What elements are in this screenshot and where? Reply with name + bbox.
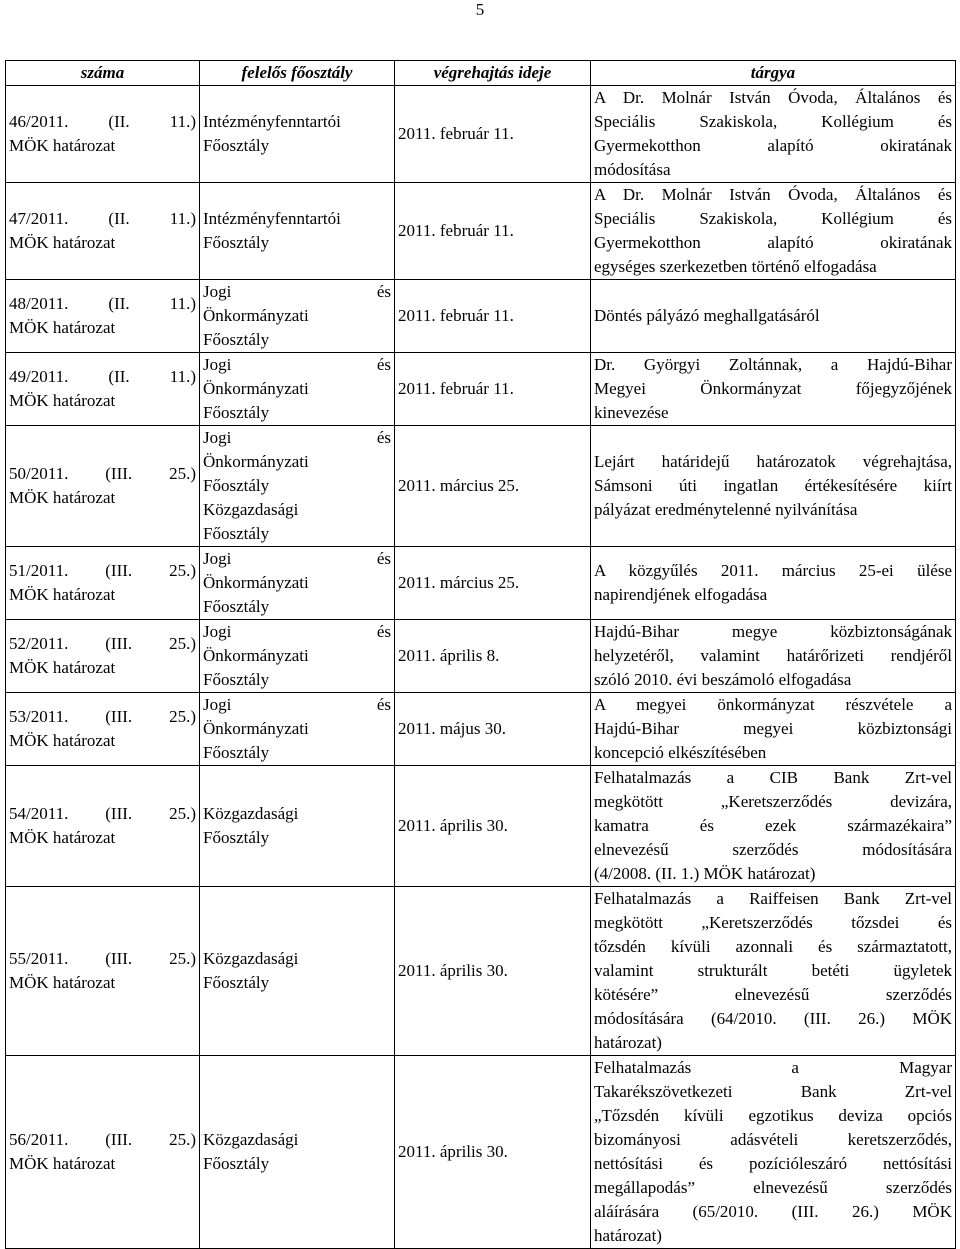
responsible-department-line: Főosztály <box>203 476 270 495</box>
subject <box>591 183 956 280</box>
column-header-subject: tárgya <box>591 61 956 86</box>
resolution-number-line: MÖK határozat <box>9 233 116 252</box>
responsible-department <box>200 353 395 426</box>
resolution-number <box>6 280 200 353</box>
responsible-department <box>200 547 395 620</box>
subject-line: (4/2008. (II. 1.) MÖK határozat) <box>594 864 816 883</box>
deadline-text: 2011. március 25. <box>398 476 520 495</box>
subject-line: módosítása <box>594 160 671 179</box>
responsible-department-line: Jogi és <box>203 355 391 374</box>
resolution-number-line: MÖK határozat <box>9 136 116 155</box>
table-row <box>6 1056 956 1249</box>
subject-line: tőzsdén kívüli azonnali és származtatott, <box>594 937 952 956</box>
subject <box>591 280 956 353</box>
resolution-number-line: MÖK határozat <box>9 585 116 604</box>
resolution-number <box>6 547 200 620</box>
responsible-department-line: Jogi és <box>203 549 391 568</box>
subject-line: elnevezésű szerződés módosítására <box>594 840 952 859</box>
responsible-department-line: Főosztály <box>203 524 270 543</box>
subject-line: Sámsoni úti ingatlan értékesítésére kiírt <box>594 476 952 495</box>
responsible-department-line: Jogi és <box>203 695 391 714</box>
subject-line: koncepció elkészítésében <box>594 743 767 762</box>
subject-line: nettósítási és pozícióleszáró nettósítási <box>594 1154 952 1173</box>
responsible-department-line: Intézményfenntartói <box>203 112 341 131</box>
resolution-number-line: 55/2011. (III. 25.) <box>9 949 196 968</box>
subject-line: Hajdú-Bihar megye közbiztonságának <box>594 622 952 641</box>
subject <box>591 353 956 426</box>
resolution-number <box>6 887 200 1056</box>
deadline-text: 2011. április 8. <box>398 646 500 665</box>
resolution-number <box>6 426 200 547</box>
subject-line: megállapodás” elnevezésű szerződés <box>594 1178 952 1197</box>
deadline <box>395 426 591 547</box>
responsible-department-line: Főosztály <box>203 670 270 689</box>
resolution-number-line: 49/2011. (II. 11.) <box>9 367 196 386</box>
resolution-number <box>6 183 200 280</box>
responsible-department-line: Közgazdasági <box>203 500 299 519</box>
subject <box>591 620 956 693</box>
subject-line: megkötött „Keretszerződés devizára, <box>594 792 952 811</box>
deadline <box>395 86 591 183</box>
subject-line: Hajdú-Bihar megyei közbiztonsági <box>594 719 952 738</box>
subject <box>591 426 956 547</box>
responsible-department-line: Önkormányzati <box>203 379 309 398</box>
subject-line: kötésére” elnevezésű szerződés <box>594 985 952 1004</box>
responsible-department-line: Főosztály <box>203 233 270 252</box>
resolution-number-line: MÖK határozat <box>9 731 116 750</box>
subject-line: napirendjének elfogadása <box>594 585 768 604</box>
subject-line: Megyei Önkormányzat főjegyzőjének <box>594 379 952 398</box>
column-header-deadline: végrehajtás ideje <box>395 61 591 86</box>
responsible-department-line: Közgazdasági <box>203 1130 299 1149</box>
responsible-department-line: Főosztály <box>203 1154 270 1173</box>
subject-line: Takarékszövetkezeti Bank Zrt-vel <box>594 1082 952 1101</box>
subject <box>591 766 956 887</box>
resolution-number-line: MÖK határozat <box>9 828 116 847</box>
resolution-number <box>6 86 200 183</box>
deadline <box>395 353 591 426</box>
subject-line: A közgyűlés 2011. március 25-ei ülése <box>594 561 952 580</box>
subject-line: valamint strukturált betéti ügyletek <box>594 961 952 980</box>
deadline-text: 2011. április 30. <box>398 1142 508 1161</box>
deadline-text: 2011. február 11. <box>398 124 514 143</box>
deadline-text: 2011. március 25. <box>398 573 520 592</box>
responsible-department <box>200 426 395 547</box>
responsible-department <box>200 766 395 887</box>
deadline <box>395 766 591 887</box>
subject-line: Lejárt határidejű határozatok végrehajtása, <box>594 452 952 471</box>
responsible-department-line: Jogi és <box>203 622 391 641</box>
resolution-number <box>6 766 200 887</box>
subject-line: kinevezése <box>594 403 669 422</box>
responsible-department <box>200 1056 395 1249</box>
subject-line: határozat) <box>594 1226 662 1245</box>
subject <box>591 887 956 1056</box>
subject-line: helyzetéről, valamint határőrizeti rendjéről <box>594 646 952 665</box>
table-row <box>6 426 956 547</box>
subject-line: bizományosi adásvételi keretszerződés, <box>594 1130 952 1149</box>
responsible-department-line: Önkormányzati <box>203 573 309 592</box>
responsible-department <box>200 693 395 766</box>
deadline <box>395 693 591 766</box>
subject-line: „Tőzsdén kívüli egzotikus deviza opciós <box>594 1106 952 1125</box>
resolution-number-line: MÖK határozat <box>9 1154 116 1173</box>
resolution-number-line: MÖK határozat <box>9 658 116 677</box>
resolution-number-line: 52/2011. (III. 25.) <box>9 634 196 653</box>
resolution-number <box>6 693 200 766</box>
responsible-department-line: Önkormányzati <box>203 719 309 738</box>
subject-line: Speciális Szakiskola, Kollégium és <box>594 209 952 228</box>
subject-line: egységes szerkezetben történő elfogadása <box>594 257 877 276</box>
table-row <box>6 353 956 426</box>
subject-line: Dr. Györgyi Zoltánnak, a Hajdú-Bihar <box>594 355 952 374</box>
subject-line: Gyermekotthon alapító okiratának <box>594 233 952 252</box>
subject-line: Felhatalmazás a Raiffeisen Bank Zrt-vel <box>594 889 952 908</box>
table-row <box>6 280 956 353</box>
subject-line: Döntés pályázó meghallgatásáról <box>594 306 820 325</box>
responsible-department <box>200 86 395 183</box>
responsible-department-line: Közgazdasági <box>203 804 299 823</box>
column-header-number: száma <box>6 61 200 86</box>
resolution-number-line: 54/2011. (III. 25.) <box>9 804 196 823</box>
subject-line: módosítására (64/2010. (III. 26.) MÖK <box>594 1009 952 1028</box>
responsible-department-line: Főosztály <box>203 828 270 847</box>
resolution-number <box>6 1056 200 1249</box>
subject-line: szóló 2010. évi beszámoló elfogadása <box>594 670 852 689</box>
subject <box>591 1056 956 1249</box>
deadline <box>395 547 591 620</box>
responsible-department <box>200 280 395 353</box>
table-row <box>6 547 956 620</box>
responsible-department-line: Főosztály <box>203 330 270 349</box>
table-row <box>6 766 956 887</box>
responsible-department-line: Főosztály <box>203 973 270 992</box>
table-row <box>6 887 956 1056</box>
subject-line: A Dr. Molnár István Óvoda, Általános és <box>594 185 952 204</box>
subject-line: Felhatalmazás a CIB Bank Zrt-vel <box>594 768 952 787</box>
resolution-number-line: 48/2011. (II. 11.) <box>9 294 196 313</box>
table-header-row <box>6 61 956 86</box>
subject-line: megkötött „Keretszerződés tőzsdei és <box>594 913 952 932</box>
resolution-number-line: 56/2011. (III. 25.) <box>9 1130 196 1149</box>
table-row <box>6 86 956 183</box>
resolution-number-line: MÖK határozat <box>9 391 116 410</box>
column-header-department: felelős főosztály <box>200 61 395 86</box>
resolutions-table <box>5 60 956 1249</box>
subject-line: Felhatalmazás a Magyar <box>594 1058 952 1077</box>
deadline <box>395 887 591 1056</box>
resolution-number <box>6 353 200 426</box>
resolution-number-line: 50/2011. (III. 25.) <box>9 464 196 483</box>
responsible-department-line: Önkormányzati <box>203 452 309 471</box>
deadline-text: 2011. április 30. <box>398 816 508 835</box>
responsible-department-line: Önkormányzati <box>203 646 309 665</box>
subject-line: kamatra és ezek származékaira” <box>594 816 952 835</box>
page-number: 5 <box>475 0 485 19</box>
responsible-department-line: Főosztály <box>203 743 270 762</box>
table-body <box>6 86 956 1249</box>
responsible-department-line: Jogi és <box>203 282 391 301</box>
responsible-department-line: Főosztály <box>203 597 270 616</box>
deadline <box>395 620 591 693</box>
deadline <box>395 280 591 353</box>
table-row <box>6 183 956 280</box>
subject-line: aláírására (65/2010. (III. 26.) MÖK <box>594 1202 952 1221</box>
subject-line: határozat) <box>594 1033 662 1052</box>
responsible-department-line: Főosztály <box>203 403 270 422</box>
resolution-number-line: 51/2011. (III. 25.) <box>9 561 196 580</box>
deadline <box>395 1056 591 1249</box>
subject-line: A megyei önkormányzat részvétele a <box>594 695 952 714</box>
responsible-department-line: Önkormányzati <box>203 306 309 325</box>
subject-line: pályázat eredménytelenné nyilvánítása <box>594 500 858 519</box>
resolution-number-line: 46/2011. (II. 11.) <box>9 112 196 131</box>
responsible-department <box>200 887 395 1056</box>
subject <box>591 547 956 620</box>
subject-line: Speciális Szakiskola, Kollégium és <box>594 112 952 131</box>
responsible-department <box>200 183 395 280</box>
resolution-number-line: 47/2011. (II. 11.) <box>9 209 196 228</box>
resolution-number-line: 53/2011. (III. 25.) <box>9 707 196 726</box>
deadline-text: 2011. február 11. <box>398 221 514 240</box>
deadline-text: 2011. február 11. <box>398 306 514 325</box>
deadline-text: 2011. május 30. <box>398 719 506 738</box>
subject-line: Gyermekotthon alapító okiratának <box>594 136 952 155</box>
table-row <box>6 620 956 693</box>
subject <box>591 86 956 183</box>
responsible-department-line: Intézményfenntartói <box>203 209 341 228</box>
table-row <box>6 693 956 766</box>
subject-line: A Dr. Molnár István Óvoda, Általános és <box>594 88 952 107</box>
responsible-department-line: Jogi és <box>203 428 391 447</box>
resolution-number-line: MÖK határozat <box>9 488 116 507</box>
resolution-number-line: MÖK határozat <box>9 318 116 337</box>
subject <box>591 693 956 766</box>
resolution-number-line: MÖK határozat <box>9 973 116 992</box>
responsible-department <box>200 620 395 693</box>
deadline-text: 2011. február 11. <box>398 379 514 398</box>
responsible-department-line: Közgazdasági <box>203 949 299 968</box>
resolution-number <box>6 620 200 693</box>
deadline-text: 2011. április 30. <box>398 961 508 980</box>
responsible-department-line: Főosztály <box>203 136 270 155</box>
deadline <box>395 183 591 280</box>
